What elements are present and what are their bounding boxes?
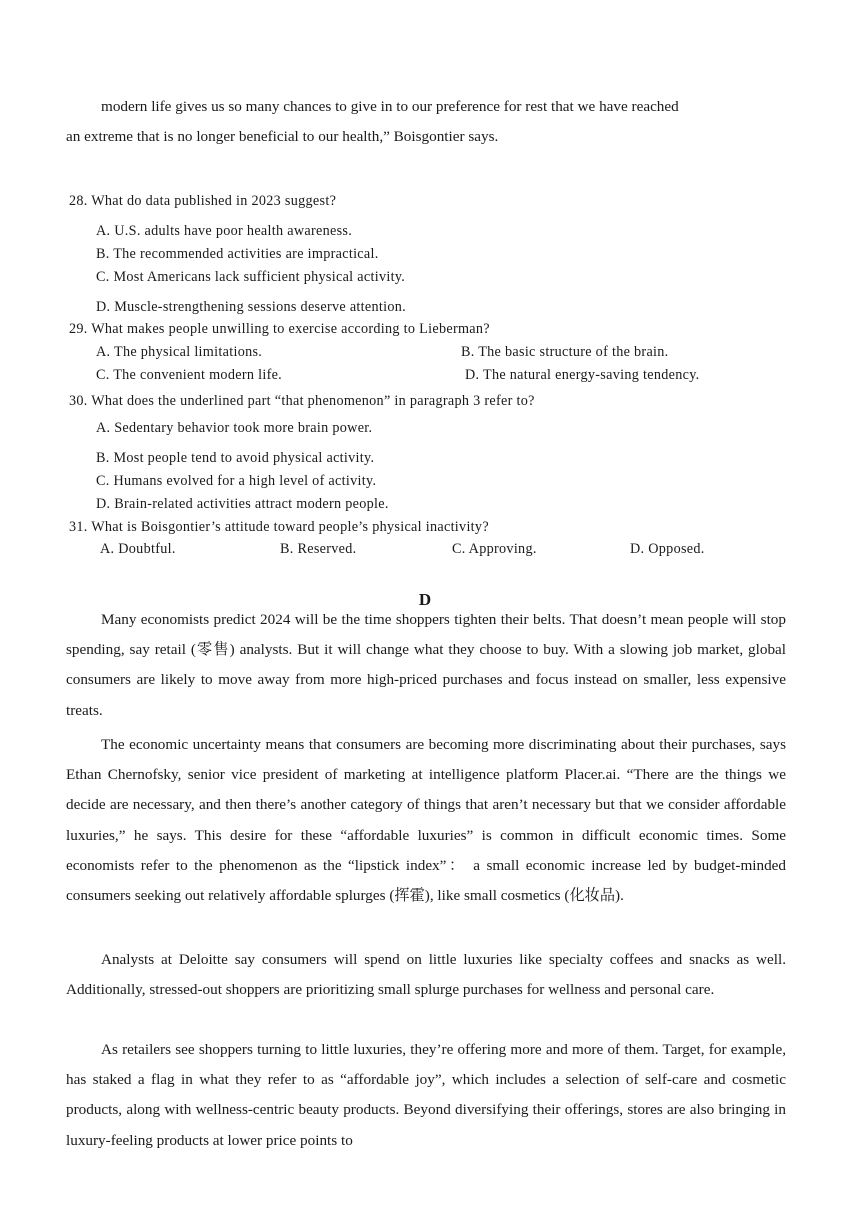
passage-paragraph-2-text: The economic uncertainty means that consumers are becoming more discriminating about their purchases, says Ethan Chernofsky, senior vice president of marketing at intelligence platform Placer.ai. “There are the things we decide are necessary, and then there’s another category of things that aren’t necessary but that we consider affordable luxuries,” he says. This desire for these “affordable luxuries” is common in difficult economic times. Some economists refer to the phenomenon as the “lipstick index”： a small economic increase led by budget-minded consumers seeking out relatively affordable splurges (挥霍), like small cosmetics (化妆品). bbox=[66, 736, 786, 905]
question-29-stem: 29. What makes people unwilling to exercise according to Lieberman? bbox=[69, 321, 490, 337]
question-31-option-c: C. Approving. bbox=[452, 541, 537, 557]
question-30-option-a: A. Sedentary behavior took more brain power. bbox=[96, 420, 373, 436]
question-28-option-d: D. Muscle-strengthening sessions deserve attention. bbox=[96, 299, 407, 315]
question-30-stem: 30. What does the underlined part “that phenomenon” in paragraph 3 refer to? bbox=[69, 393, 535, 409]
question-29-option-b: B. The basic structure of the brain. bbox=[461, 344, 669, 360]
intro-line-2: an extreme that is no longer beneficial to our health,” Boisgontier says. bbox=[66, 128, 499, 146]
passage-paragraph-4-text: As retailers see shoppers turning to little luxuries, they’re offering more and more of them. Target, for example, has staked a flag in what they refer to as “affordable joy”, which includes a selection of self-care and cosmetic products, along with wellness-centric beauty products. Beyond diversifying their offerings, stores are also bringing in luxury-feeling products at lower price points to bbox=[66, 1041, 786, 1149]
passage-paragraph-1 bbox=[66, 605, 786, 726]
intro-paragraph bbox=[66, 92, 786, 152]
question-29-option-d: D. The natural energy-saving tendency. bbox=[465, 367, 700, 383]
question-30-option-c: C. Humans evolved for a high level of activity. bbox=[96, 473, 377, 489]
question-30-option-d: D. Brain-related activities attract modern people. bbox=[96, 496, 389, 512]
question-31-option-d: D. Opposed. bbox=[630, 541, 705, 557]
passage-paragraph-3-text: Analysts at Deloitte say consumers will spend on little luxuries like specialty coffees and snacks as well. Additionally, stressed-out shoppers are prioritizing small splurge purchases for wellness and personal care. bbox=[66, 951, 786, 999]
question-28-option-a: A. U.S. adults have poor health awareness. bbox=[96, 223, 353, 239]
passage-paragraph-3 bbox=[66, 945, 786, 1005]
question-31-option-a: A. Doubtful. bbox=[100, 541, 176, 557]
question-29-option-c: C. The convenient modern life. bbox=[96, 367, 283, 383]
section-heading: D bbox=[418, 590, 432, 609]
question-28-option-b: B. The recommended activities are impractical. bbox=[96, 246, 379, 262]
passage-paragraph-2 bbox=[66, 730, 786, 911]
question-31-option-b: B. Reserved. bbox=[280, 541, 357, 557]
question-30-option-b: B. Most people tend to avoid physical activity. bbox=[96, 450, 375, 466]
question-31-stem: 31. What is Boisgontier’s attitude toward people’s physical inactivity? bbox=[69, 519, 489, 535]
passage-paragraph-4 bbox=[66, 1035, 786, 1156]
question-28-option-c: C. Most Americans lack sufficient physical activity. bbox=[96, 269, 406, 285]
passage-paragraph-1-text: Many economists predict 2024 will be the time shoppers tighten their belts. That doesn’t mean people will stop spending, say retail (零售) analysts. But it will change what they choose to buy. With a slowing job market, global consumers are likely to move away from more high-priced purchases and focus instead on smaller, less expensive treats. bbox=[66, 611, 786, 719]
question-29-option-a: A. The physical limitations. bbox=[96, 344, 263, 360]
question-28-stem: 28. What do data published in 2023 suggest? bbox=[69, 193, 337, 209]
intro-line-1: modern life gives us so many chances to give in to our preference for rest that we have reached bbox=[101, 98, 679, 115]
